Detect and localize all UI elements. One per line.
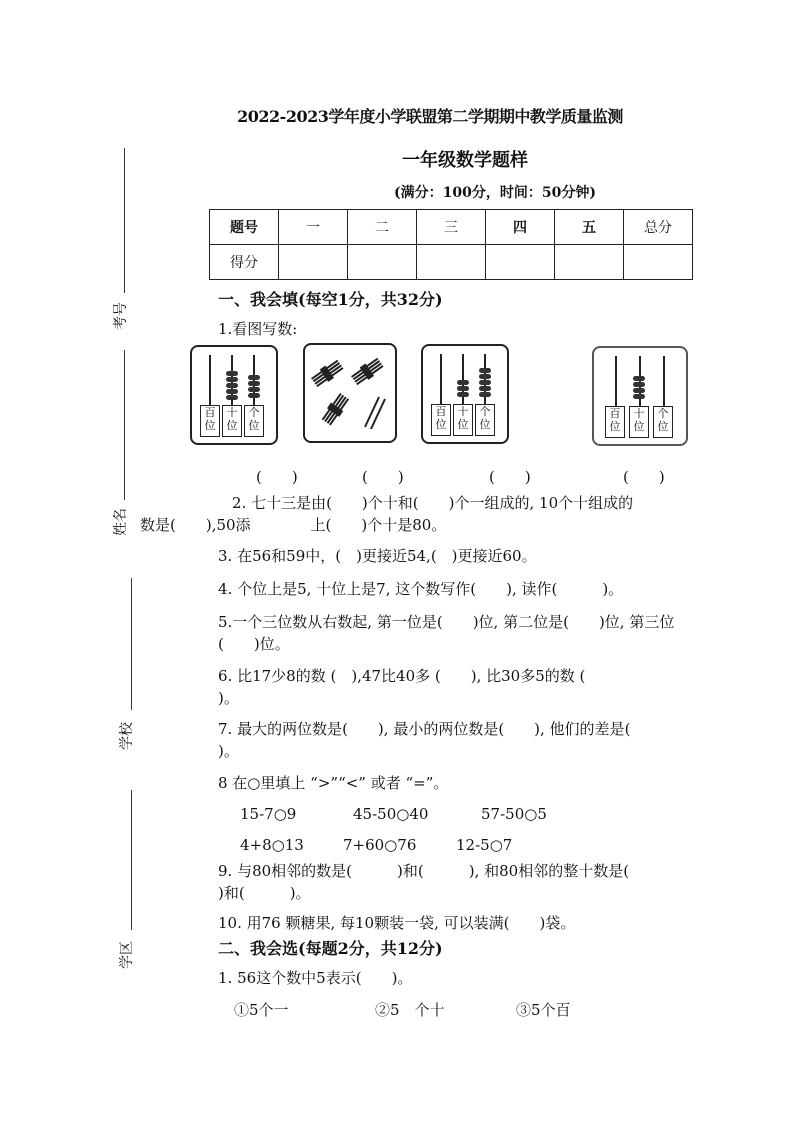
comparison-item[interactable]: 57-50○5 [481, 805, 547, 823]
ones-place-label: 个 位 [244, 405, 264, 437]
abacus-bead [457, 392, 469, 397]
abacus-picture-2 [421, 344, 509, 444]
score-input-cell[interactable] [348, 245, 417, 280]
exam-title: 2022-2023学年度小学联盟第二学期期中教学质量监测 [237, 107, 623, 126]
question-text: 4. 个位上是5, 十位上是7, 这个数写作( ), 读作( )。 [218, 580, 624, 598]
question-text: 2. 七十三是由( )个十和( )个一组成的, 10个十组成的 [232, 494, 634, 512]
answer-blank[interactable]: ( ) [489, 468, 531, 486]
table-cell: 总分 [624, 210, 693, 245]
table-cell: 三 [417, 210, 486, 245]
abacus-bead [633, 388, 645, 393]
abacus-bead [226, 395, 238, 400]
comparison-item[interactable]: 45-50○40 [353, 805, 429, 823]
question-text: 6. 比17少8的数 ( ),47比40多 ( ), 比30多5的数 ( [218, 667, 586, 685]
question-text: 1.看图写数: [218, 320, 298, 338]
abacus-picture-1 [190, 345, 278, 445]
score-time-info: (满分：100分，时间：50分钟) [394, 185, 596, 201]
table-cell: 四 [486, 210, 555, 245]
score-input-cell[interactable] [555, 245, 624, 280]
abacus-bead [479, 392, 491, 397]
abacus-bead [479, 380, 491, 385]
abacus-rod [615, 356, 617, 406]
table-cell: 五 [555, 210, 624, 245]
choice-option[interactable]: ③5个百 [516, 1001, 571, 1019]
question-text: 9. 与80相邻的数是( )和( ), 和80相邻的整十数是( [218, 862, 630, 880]
question-text: 数是( ),50添 上( )个十是80。 [140, 516, 447, 534]
abacus-bead [226, 371, 238, 376]
answer-blank[interactable]: ( ) [256, 468, 298, 486]
abacus-bead [248, 387, 260, 392]
tens-place-label: 十 位 [453, 404, 473, 436]
abacus-bead [226, 389, 238, 394]
question-text: )。 [218, 689, 239, 707]
question-text: 3. 在56和59中，( )更接近54,( )更接近60。 [218, 547, 537, 565]
comparison-item[interactable]: 15-7○9 [240, 805, 297, 823]
binding-line [124, 350, 125, 500]
side-label-district: 学区 [119, 941, 135, 969]
comparison-item[interactable]: 12-5○7 [456, 836, 513, 854]
section-heading: 一、我会填(每空1分，共32分) [218, 290, 443, 309]
abacus-bead [457, 380, 469, 385]
binding-line [124, 148, 125, 293]
question-text: 7. 最大的两位数是( ), 最小的两位数是( ), 他们的差是( [218, 720, 631, 738]
abacus-bead [479, 374, 491, 379]
tens-place-label: 十 位 [222, 405, 242, 437]
hundreds-place-label: 百 位 [605, 406, 625, 438]
binding-line [131, 790, 132, 930]
side-label-exam-no: 考号 [113, 302, 129, 330]
question-text: 8 在○里填上 “>”“<” 或者 “=”。 [218, 774, 449, 792]
abacus-bead [248, 375, 260, 380]
abacus-bead [226, 377, 238, 382]
abacus-bead [457, 386, 469, 391]
abacus-bead [633, 382, 645, 387]
abacus-rod [209, 355, 211, 405]
table-row [210, 245, 693, 280]
question-text: ( )位。 [218, 635, 290, 653]
abacus-rod [663, 356, 665, 406]
hundreds-place-label: 百 位 [200, 405, 220, 437]
side-label-school: 学校 [119, 722, 135, 750]
table-cell: 得分 [210, 245, 279, 280]
choice-option[interactable]: ②5 个十 [375, 1001, 445, 1019]
tens-place-label: 十 位 [629, 406, 649, 438]
abacus-bead [479, 386, 491, 391]
comparison-item[interactable]: 4+8○13 [240, 836, 304, 854]
abacus-bead [633, 394, 645, 399]
binding-line [131, 578, 132, 710]
ones-place-label: 个 位 [475, 404, 495, 436]
comparison-item[interactable]: 7+60○76 [343, 836, 417, 854]
score-input-cell[interactable] [279, 245, 348, 280]
section-heading: 二、我会选(每题2分，共12分) [218, 939, 443, 958]
table-cell: 题号 [210, 210, 279, 245]
table-row [210, 210, 693, 245]
abacus-rod [440, 354, 442, 404]
question-text: 1. 56这个数中5表示( )。 [218, 969, 413, 987]
ones-place-label: 个 位 [653, 406, 673, 438]
abacus-bead [248, 381, 260, 386]
question-text: 5.一个三位数从右数起, 第一位是( )位, 第二位是( )位, 第三位 [218, 613, 675, 631]
abacus-picture-3 [592, 346, 688, 446]
score-input-cell[interactable] [417, 245, 486, 280]
stick-bundles-picture [303, 343, 397, 443]
abacus-bead [226, 383, 238, 388]
abacus-bead [248, 393, 260, 398]
choice-option[interactable]: ①5个一 [234, 1001, 289, 1019]
side-label-name: 姓名 [113, 508, 129, 536]
table-cell: 一 [279, 210, 348, 245]
score-input-cell[interactable] [486, 245, 555, 280]
stick-bundles-icon [305, 345, 395, 441]
question-text: )和( )。 [218, 884, 311, 902]
abacus-bead [479, 368, 491, 373]
answer-blank[interactable]: ( ) [623, 468, 665, 486]
paper-subtitle: 一年级数学题样 [402, 150, 528, 171]
score-input-cell[interactable] [624, 245, 693, 280]
answer-blank[interactable]: ( ) [362, 468, 404, 486]
table-cell: 二 [348, 210, 417, 245]
question-text: )。 [218, 742, 239, 760]
abacus-bead [633, 376, 645, 381]
question-text: 10. 用76 颗糖果, 每10颗装一袋, 可以装满( )袋。 [218, 914, 576, 932]
score-table [209, 209, 693, 280]
hundreds-place-label: 百 位 [431, 404, 451, 436]
